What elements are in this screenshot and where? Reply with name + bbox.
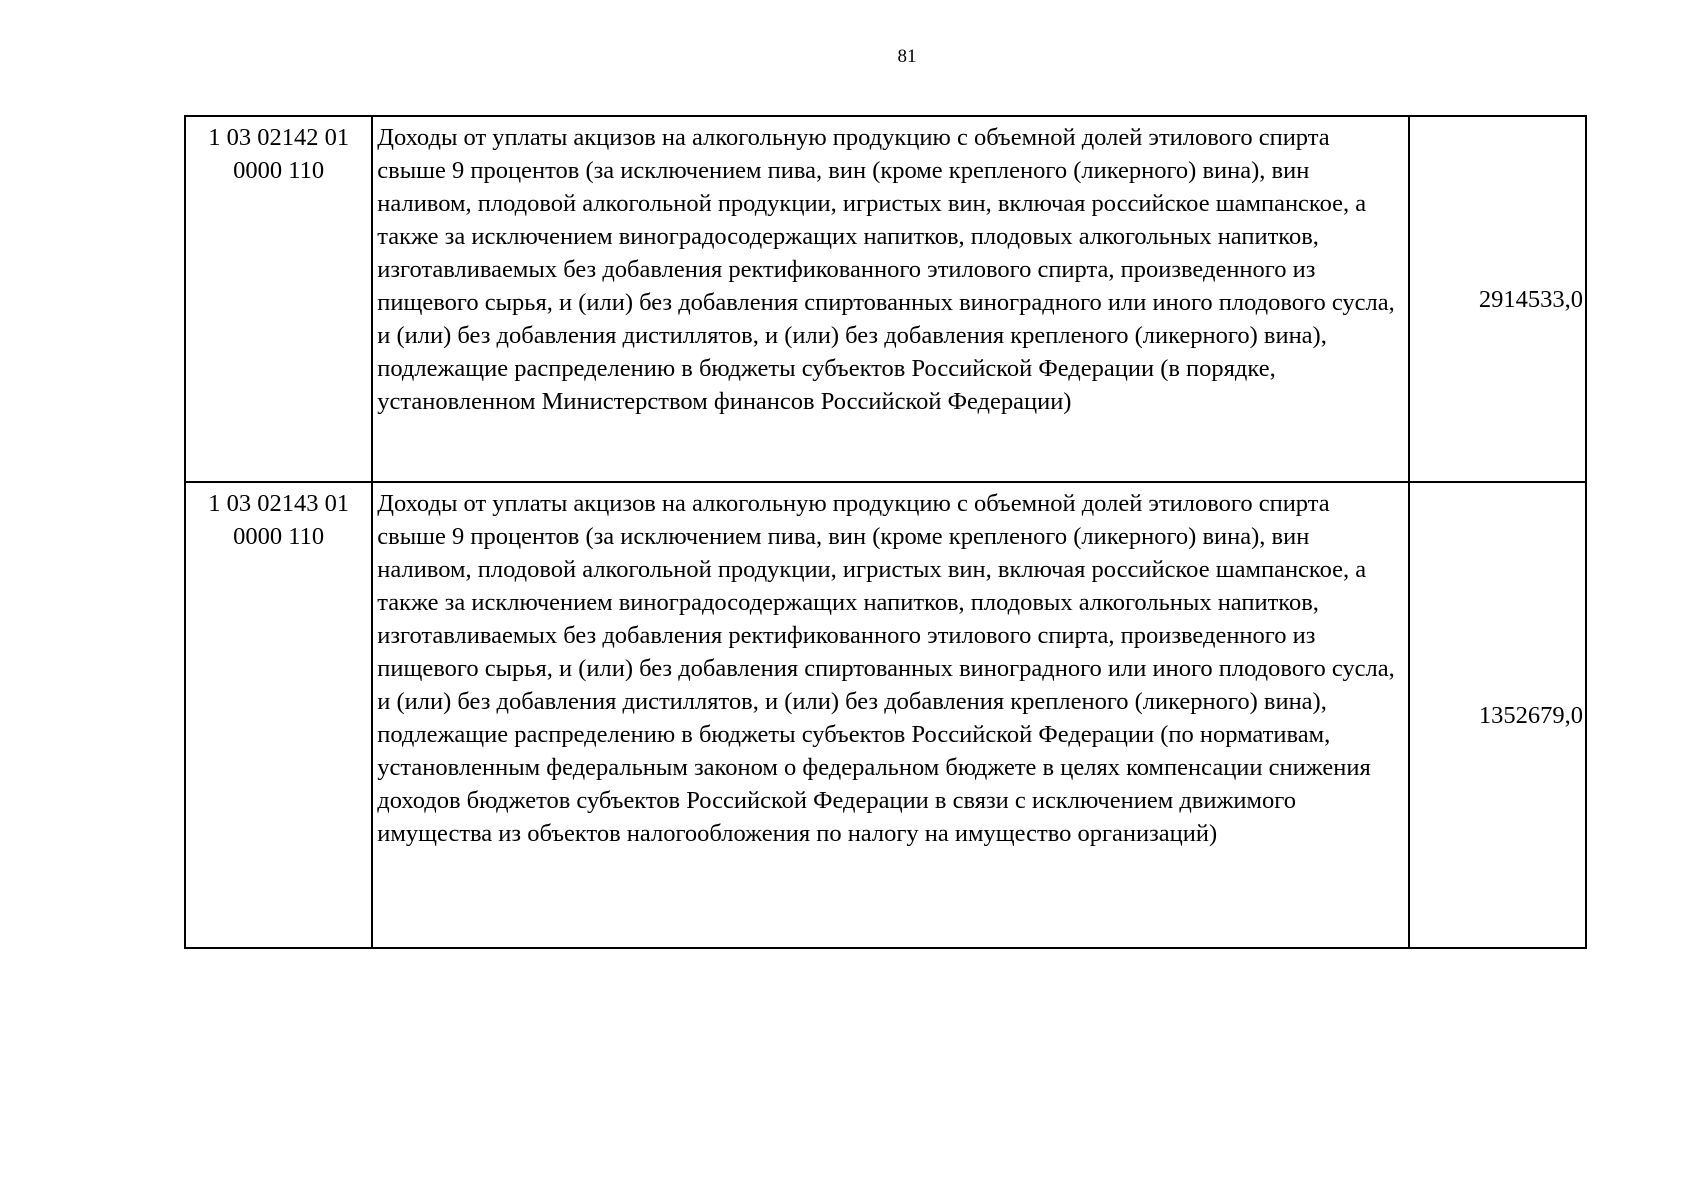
revenue-description-cell: Доходы от уплаты акцизов на алкогольную продукцию с объемной долей этилового спирта свыше 9 процентов (за исключением пива, вин (кроме крепленого (ликерного) вина), вин наливом, плодовой алкогольной продукции, игристых вин, включая российское шампанское, а также за исключением виноградосодержащих напитков, плодовых алкогольных напитков, изготавливаемых без добавления ректификованного этилового спирта, произведенного из пищевого сырья, и (или) без добавления спиртованных виноградного или иного плодового сусла, и (или) без добавления дистиллятов, и (или) без добавления крепленого (ликерного) вина), подлежащие распределению в бюджеты субъектов Российской Федерации (в порядке, установленном Министерством финансов Российской Федерации) (372, 116, 1408, 482)
page-number: 81 (897, 46, 917, 67)
table-row (185, 482, 1586, 948)
revenue-amount-cell: 2914533,0 (1409, 116, 1586, 482)
budget-revenue-table (184, 115, 1587, 949)
table-row (185, 116, 1586, 482)
revenue-description-cell: Доходы от уплаты акцизов на алкогольную продукцию с объемной долей этилового спирта свыше 9 процентов (за исключением пива, вин (кроме крепленого (ликерного) вина), вин наливом, плодовой алкогольной продукции, игристых вин, включая российское шампанское, а также за исключением виноградосодержащих напитков, плодовых алкогольных напитков, изготавливаемых без добавления ректификованного этилового спирта, произведенного из пищевого сырья, и (или) без добавления спиртованных виноградного или иного плодового сусла, и (или) без добавления дистиллятов, и (или) без добавления крепленого (ликерного) вина), подлежащие распределению в бюджеты субъектов Российской Федерации (по нормативам, установленным федеральным законом о федеральном бюджете в целях компенсации снижения доходов бюджетов субъектов Российской Федерации в связи с исключением движимого имущества из объектов налогообложения по налогу на имущество организаций) (372, 482, 1408, 948)
revenue-code-cell: 1 03 02143 01 0000 110 (185, 482, 372, 948)
revenue-code-cell: 1 03 02142 01 0000 110 (185, 116, 372, 482)
revenue-amount-cell: 1352679,0 (1409, 482, 1586, 948)
